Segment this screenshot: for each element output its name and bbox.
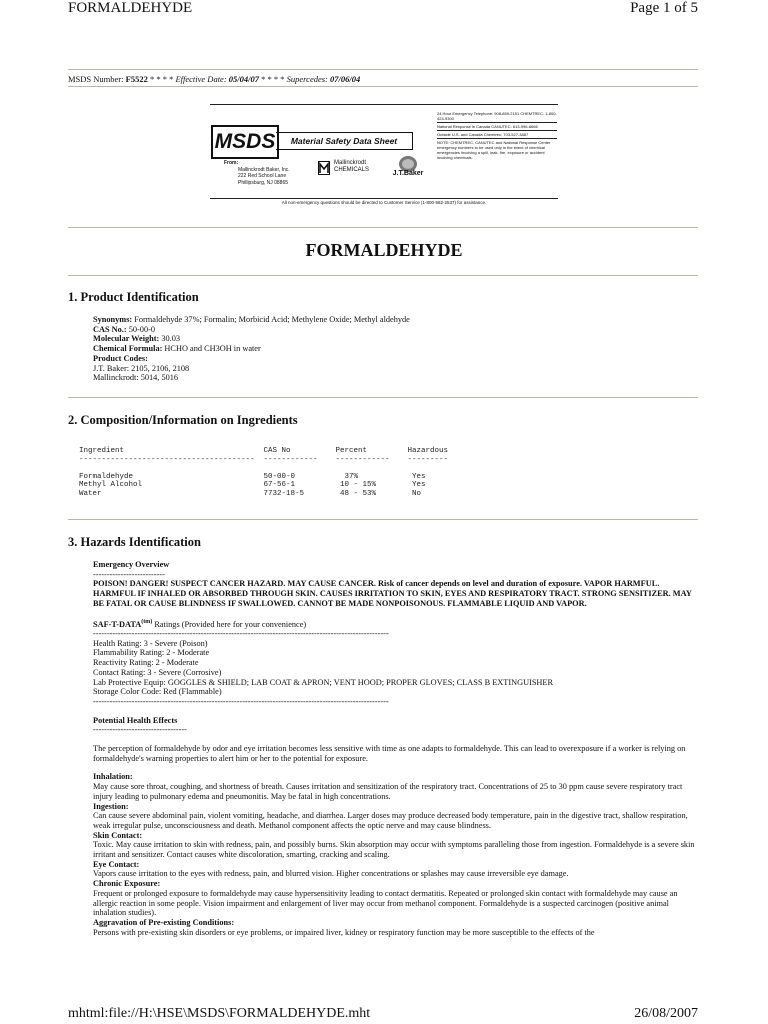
storage-color-code: Storage Color Code: Red (Flammable) xyxy=(93,687,222,697)
stars: * * * * xyxy=(259,74,287,84)
address-line: Phillipsburg, NJ 08865 xyxy=(238,179,289,186)
mallinckrodt-chemicals-text xyxy=(334,160,369,174)
msds-number: F5522 xyxy=(125,74,148,84)
synonyms-value: Formaldehyde 37%; Formalin; Morbicid Acid; Methylene Oxide; Methyl aldehyde xyxy=(132,315,410,324)
chronic-exposure-label: Chronic Exposure: xyxy=(93,879,161,889)
rating-health: Health Rating: 3 - Severe (Poison) xyxy=(93,638,208,648)
dash-separator: ----------------------------------------------------------------------------------------------------------- xyxy=(93,696,389,706)
chemicals-name: CHEMICALS xyxy=(334,167,370,173)
logo-bottom-rule xyxy=(210,198,558,199)
synonyms-label: Synonyms: xyxy=(93,315,133,324)
contact-canada: National Response in Canada CANUTEC: 613-996-6666 xyxy=(437,123,557,131)
logo-note: All non-emergency questions should be directed to Customer Service (1-800-582-2537) for assistance. xyxy=(281,200,487,205)
inhalation-label: Inhalation: xyxy=(93,772,133,782)
address-line: Mallinckrodt Baker, Inc. xyxy=(238,166,290,173)
rating-flammability: Flammability Rating: 2 - Moderate xyxy=(93,648,210,658)
print-header-title: FORMALDEHYDE xyxy=(68,0,193,16)
emergency-overview-text: POISON! DANGER! SUSPECT CANCER HAZARD. MAY CAUSE CANCER. Risk of cancer depends on level and duration of exposure. VAPOR HARMFUL. HARMFUL IF INHALED OR ABSORBED THROUGH SKIN. CAUSES IRRITATION TO SKIN, EYES AND RESPIRATORY TRACT. STRONG SENSITIZER. MAY BE FATAL OR CAUSE BLINDNESS IF SWALLOWED. CANNOT BE MADE NONPOISONOUS. FLAMMABLE LIQUID AND VAPOR. xyxy=(93,579,692,608)
address-line: 222 Red School Lane xyxy=(238,173,287,179)
section-2-heading: 2. Composition/Information on Ingredients xyxy=(68,413,298,427)
dash-separator: ---------------------------------- xyxy=(93,725,187,735)
document-title: FORMALDEHYDE xyxy=(305,240,463,260)
saf-t-data-line xyxy=(93,618,699,629)
section-3-heading: 3. Hazards Identification xyxy=(68,535,201,549)
msds-sheet-label: Material Safety Data Sheet xyxy=(276,132,413,150)
codes-label: Product Codes: xyxy=(93,353,148,363)
contact-emergency: 24 Hour Emergency Telephone: 908-859-2151 CHEMTREC: 1-800-424-9300 xyxy=(437,111,557,121)
print-footer-date: 26/08/2007 xyxy=(634,1006,698,1021)
mw-value: 30.03 xyxy=(159,334,181,344)
dash-separator: ----------------------------------------------------------------------------------------------------------- xyxy=(93,628,389,638)
logo-top-rule xyxy=(210,104,558,105)
formula-label: Chemical Formula: xyxy=(93,344,163,354)
print-header-page: Page 1 of 5 xyxy=(630,0,698,16)
ingestion-text: Can cause severe abdominal pain, violent vomiting, headache, and diarrhea. Larger doses may produce decreased body temperature, pain in the digestive tract, shallow respiration, weak irregular pulse, unconsciousness and death. Methanol component affects the optic nerve and may cause blindness. xyxy=(93,811,688,830)
supercedes-date: 07/06/04 xyxy=(330,74,361,84)
saf-t-data-sup: (tm) xyxy=(141,618,153,625)
ingredients-table: Ingredient CAS No Percent Hazardous --------------------------------------- ------------ ------------ --------- Formaldehyde 50-00-0 37% Yes Methyl Alcohol 67-56-1 10 - 15% Yes Water 7732-18-5 48 - 53% No xyxy=(79,447,449,498)
contact-outside: Outside U.S. and Canada Chemtrec: 703-527-3887 xyxy=(437,131,557,139)
supercedes-label: Supercedes: xyxy=(286,74,331,84)
cas-value: 50-00-0 xyxy=(126,324,155,334)
section-1-body xyxy=(93,315,699,383)
effective-date-label: Effective Date: xyxy=(175,74,229,84)
rating-reactivity: Reactivity Rating: 2 - Moderate xyxy=(93,658,199,668)
eye-contact-text: Vapors cause irritation to the eyes with redness, pain, and blurred vision. Higher concentrations or splashes may cause irreversible eye damage. xyxy=(93,869,569,879)
divider xyxy=(68,397,698,398)
codes-mallinckrodt: Mallinckrodt: 5014, 5016 xyxy=(93,373,179,383)
mw-label: Molecular Weight: xyxy=(93,334,160,344)
jtbaker-name: J.T.Baker xyxy=(392,170,424,177)
print-footer-path: mhtml:file://H:\HSE\MSDS\FORMALDEHYDE.mht xyxy=(68,1006,371,1021)
saf-t-data-note: Ratings (Provided here for your convenience) xyxy=(152,619,307,629)
mallinckrodt-logo-icon xyxy=(318,161,330,175)
msds-logo-block xyxy=(210,104,558,208)
divider xyxy=(68,275,698,276)
chronic-exposure-text: Frequent or prolonged exposure to formaldehyde may cause hypersensitivity leading to contact dermatitis. Repeated or prolonged skin contact with formaldehyde may cause an allergic reaction in some people. Vision impairment and enlargement of liver may occur from methanol component. Formaldehyde is a suspected carcinogen (positive animal inhalation studies). xyxy=(93,888,678,918)
msds-number-label: MSDS Number: xyxy=(68,74,126,84)
codes-line xyxy=(93,354,699,364)
divider xyxy=(68,227,698,228)
perception-paragraph: The perception of formaldehyde by odor and eye irritation becomes less sensitive with time as one adapts to formaldehyde. This can lead to overexposure if a worker is relying on formaldehyde's warning properties to alert him or her to the potential for exposure. xyxy=(93,744,686,763)
emergency-contacts xyxy=(437,110,557,161)
emergency-overview-title: Emergency Overview xyxy=(93,560,170,569)
dash-separator: -------------------------- xyxy=(93,569,165,579)
codes-jtbaker: J.T. Baker: 2105, 2106, 2108 xyxy=(93,363,190,373)
from-label: From: xyxy=(224,160,239,166)
mw-line xyxy=(93,334,699,344)
section-1-heading: 1. Product Identification xyxy=(68,290,199,304)
rating-contact: Contact Rating: 3 - Severe (Corrosive) xyxy=(93,667,222,677)
mallinckrodt-name: Mallinckrodt xyxy=(334,160,367,166)
saf-t-data-label: SAF-T-DATA xyxy=(93,619,142,629)
ingestion-label: Ingestion: xyxy=(93,801,129,811)
eye-contact-label: Eye Contact: xyxy=(93,859,140,869)
skin-contact-text: Toxic. May cause irritation to skin with redness, pain, and possibly burns. Skin absorption may occur with symptoms paralleling those from ingestion. Formaldehyde is a severe skin irritant and sensitizer. Contact causes white discoloration, smarting, cracking and scaling. xyxy=(93,840,695,860)
cas-label: CAS No.: xyxy=(93,324,127,334)
stars: * * * * xyxy=(147,74,176,84)
divider xyxy=(68,519,698,520)
contact-note: NOTE: CHEMTREC, CANUTEC and National Response Center emergency numbers to be used only in the event of chemical emergencies involving a spill, leak, fire, exposure or accident involving chemicals. xyxy=(437,140,551,160)
potential-health-effects-title: Potential Health Effects xyxy=(93,715,178,725)
section-3-body xyxy=(93,560,699,937)
skin-contact-label: Skin Contact: xyxy=(93,830,143,840)
lab-protective-equip: Lab Protective Equip: GOGGLES & SHIELD; LAB COAT & APRON; VENT HOOD; PROPER GLOVES; CLASS B EXTINGUISHER xyxy=(93,677,554,687)
jtbaker-logo-icon xyxy=(388,154,428,184)
msds-meta-line xyxy=(68,74,360,84)
from-address xyxy=(224,160,290,186)
formula-line xyxy=(93,344,699,354)
aggravation-label: Aggravation of Pre-existing Conditions: xyxy=(93,917,235,927)
inhalation-text: May cause sore throat, coughing, and shortness of breath. Causes irritation and sensitization of the respiratory tract. Concentrations of 25 to 30 ppm cause severe respiratory tract injury leading to pulmonary edema and pneumonitis. May be fatal in high concentrations. xyxy=(93,782,683,801)
synonyms-line xyxy=(93,315,699,325)
msds-logo: MSDS xyxy=(211,125,279,159)
divider xyxy=(68,86,698,87)
formula-value: HCHO and CH3OH in water xyxy=(162,344,261,354)
effective-date: 05/04/07 xyxy=(228,74,260,84)
divider xyxy=(68,69,698,70)
cas-line xyxy=(93,325,699,335)
aggravation-text: Persons with pre-existing skin disorders or eye problems, or impaired liver, kidney or respiratory function may be more susceptible to the effects of the xyxy=(93,927,595,937)
